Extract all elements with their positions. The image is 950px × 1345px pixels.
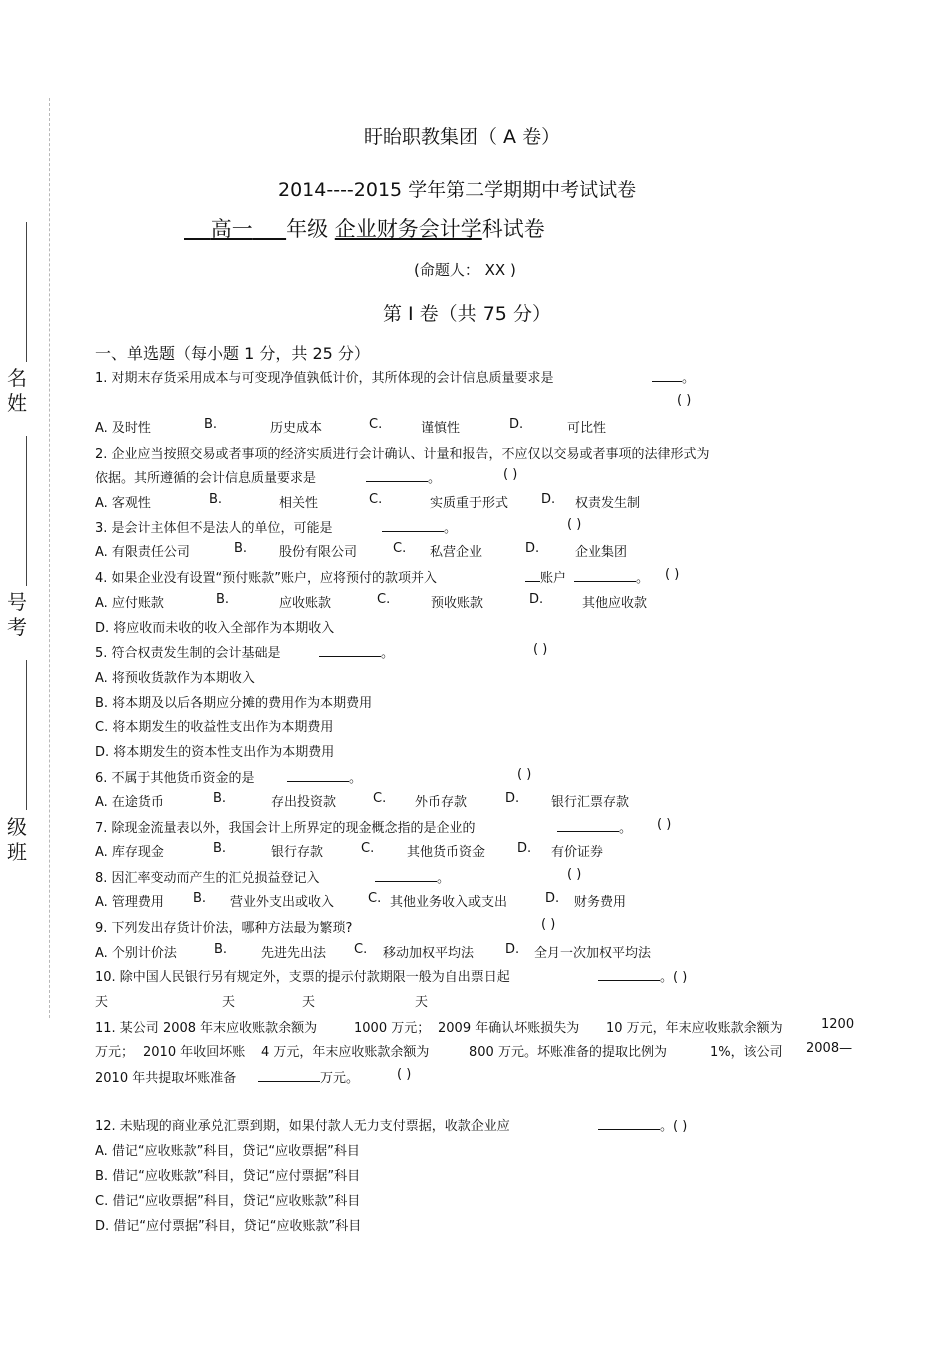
q6-option-a[interactable]: A. 在途货币 [95, 795, 164, 810]
q11-line3-a: 2010 年共提取坏账准备 [95, 1071, 237, 1086]
q11-line2-c: 4 万元，年末应收账款余额为 [261, 1045, 430, 1060]
grade-subject-line [184, 213, 545, 243]
q7-option-b-letter: B. [213, 841, 227, 856]
q1-option-b-letter: B. [204, 417, 218, 432]
q6-option-d[interactable]: 银行汇票存款 [551, 795, 630, 810]
q1-stem: 1. 对期末存货采用成本与可变现净值孰低计价，其所体现的会计信息质量要求是 [95, 371, 554, 386]
q7-option-b[interactable]: 银行存款 [271, 845, 324, 860]
q11-line2-a: 万元； [95, 1045, 135, 1060]
q11-line1-b: 1000 万元； [354, 1021, 431, 1036]
q7-option-c[interactable]: 其他货币资金 [407, 845, 486, 860]
q8-option-d[interactable]: 财务费用 [574, 895, 627, 910]
subject-suffix: 科试卷 [481, 217, 545, 241]
q10-option-a[interactable]: 天 [95, 995, 109, 1010]
q8-option-c[interactable]: 其他业务收入或支出 [390, 895, 508, 910]
q8-option-b[interactable]: 营业外支出或收入 [230, 895, 335, 910]
q9-option-a[interactable]: A. 个别计价法 [95, 946, 177, 961]
q6-stem: 6. 不属于其他货币资金的是 [95, 771, 255, 786]
q3-option-a[interactable]: A. 有限责任公司 [95, 545, 190, 560]
q11-line2-b: 2010 年收回坏账 [143, 1045, 246, 1060]
q9-option-b[interactable]: 先进先出法 [261, 946, 327, 961]
q1-option-d[interactable]: 可比性 [567, 421, 607, 436]
q9-option-d-letter: D. [505, 942, 520, 957]
q4-note: D. 将应收而未收的收入全部作为本期收入 [95, 621, 335, 636]
q8-option-b-letter: B. [193, 891, 207, 906]
q6-option-b-letter: B. [213, 791, 227, 806]
q3-option-d-letter: D. [525, 541, 540, 556]
q7-option-a[interactable]: A. 库存现金 [95, 845, 164, 860]
q1-option-b[interactable]: 历史成本 [270, 421, 323, 436]
q3-option-c[interactable]: 私营企业 [430, 545, 483, 560]
q7-stem: 7. 除现金流量表以外，我国会计上所界定的现金概念指的是企业的 [95, 821, 476, 836]
exam-term-title: 2014----2015 学年第二学期期中考试试卷 [278, 179, 637, 201]
q4-option-c[interactable]: 预收账款 [431, 596, 484, 611]
q4-blank1[interactable]: 账户 [525, 567, 566, 586]
q3-option-b[interactable]: 股份有限公司 [279, 545, 358, 560]
q2-stem-line1: 2. 企业应当按照交易或者事项的经济实质进行会计确认、计量和报告，不应仅以交易或者事项的法律形式为 [95, 447, 710, 462]
q3-option-b-letter: B. [234, 541, 248, 556]
q12-option-a[interactable]: A. 借记“应收账款”科目，贷记“应收票据”科目 [95, 1144, 360, 1159]
q1-paren[interactable]: ( ) [677, 393, 692, 408]
q8-option-a[interactable]: A. 管理费用 [95, 895, 164, 910]
q1-option-a[interactable]: A. 及时性 [95, 421, 151, 436]
q11-line2-e: 1%，该公司 [710, 1045, 783, 1060]
exam-org-title: 盱眙职教集团（ A 卷） [364, 126, 561, 148]
q2-option-d[interactable]: 权责发生制 [575, 496, 641, 511]
q12-option-c[interactable]: C. 借记“应收票据”科目，贷记“应收账款”科目 [95, 1194, 361, 1209]
q5-paren[interactable]: ( ) [533, 642, 548, 657]
q6-option-b[interactable]: 存出投资款 [271, 795, 337, 810]
q2-option-c-letter: C. [369, 492, 383, 507]
q5-option-c[interactable]: C. 将本期发生的收益性支出作为本期费用 [95, 720, 334, 735]
q2-paren[interactable]: ( ) [503, 467, 518, 482]
q5-blank[interactable]: 。 [319, 642, 394, 661]
grade-value: 高一 [210, 217, 253, 241]
q2-option-c[interactable]: 实质重于形式 [430, 496, 509, 511]
q1-option-c-letter: C. [369, 417, 383, 432]
q3-paren[interactable]: ( ) [567, 517, 582, 532]
q11-line1-d: 10 万元，年末应收账款余额为 [606, 1021, 783, 1036]
q2-option-b-letter: B. [209, 492, 223, 507]
q6-option-c[interactable]: 外币存款 [415, 795, 468, 810]
q4-option-b[interactable]: 应收账款 [279, 596, 332, 611]
q2-option-a[interactable]: A. 客观性 [95, 496, 151, 511]
exam-author: (命题人： XX ) [414, 261, 516, 279]
q11-line1-a: 11. 某公司 2008 年末应收账款余额为 [95, 1021, 318, 1036]
q4-stem: 4. 如果企业没有设置“预付账款”账户，应将预付的款项并入 [95, 571, 438, 586]
q8-stem: 8. 因汇率变动而产生的汇兑损益登记入 [95, 871, 320, 886]
q7-paren[interactable]: ( ) [657, 817, 672, 832]
q3-option-d[interactable]: 企业集团 [575, 545, 628, 560]
section-title: 一、单选题（每小题 1 分，共 25 分） [95, 344, 370, 363]
q9-option-b-letter: B. [214, 942, 228, 957]
side-divider [26, 436, 27, 586]
q12-stem: 12. 未贴现的商业承兑汇票到期，如果付款人无力支付票据，收款企业应 [95, 1119, 510, 1134]
q10-option-b[interactable]: 天 [222, 995, 236, 1010]
q7-option-c-letter: C. [361, 841, 375, 856]
q6-blank[interactable]: 。 [287, 767, 362, 786]
q9-option-c[interactable]: 移动加权平均法 [383, 946, 475, 961]
q4-option-d-letter: D. [529, 592, 544, 607]
q4-option-d[interactable]: 其他应收款 [582, 596, 648, 611]
q7-option-d[interactable]: 有价证券 [551, 845, 604, 860]
q10-stem: 10. 除中国人民银行另有规定外，支票的提示付款期限一般为自出票日起 [95, 970, 510, 985]
q4-paren[interactable]: ( ) [665, 567, 680, 582]
q3-option-c-letter: C. [393, 541, 407, 556]
q3-stem: 3. 是会计主体但不是法人的单位，可能是 [95, 521, 333, 536]
q9-option-c-letter: C. [354, 942, 368, 957]
q5-option-b[interactable]: B. 将本期及以后各期应分摊的费用作为本期费用 [95, 696, 373, 711]
q1-option-d-letter: D. [509, 417, 524, 432]
q10-option-c[interactable]: 天 [302, 995, 316, 1010]
side-divider [26, 660, 27, 810]
q11-line2-f: 2008— [806, 1041, 853, 1056]
q8-paren[interactable]: ( ) [567, 867, 582, 882]
q5-option-d[interactable]: D. 将本期发生的资本性支出作为本期费用 [95, 745, 335, 760]
subject-value: 企业财务会计学 [334, 217, 482, 241]
side-divider [26, 222, 27, 362]
q2-option-b[interactable]: 相关性 [279, 496, 319, 511]
q6-paren[interactable]: ( ) [517, 767, 532, 782]
q8-blank[interactable]: 。 [375, 867, 450, 886]
side-label-name: 名 姓 [7, 366, 27, 415]
q9-stem: 9. 下列发出存货计价法，哪种方法最为繁琐? [95, 921, 353, 936]
q12-option-d[interactable]: D. 借记“应付票据”科目，贷记“应收账款”科目 [95, 1219, 362, 1234]
q10-blank[interactable]: 。( ) [598, 966, 687, 985]
q11-line2-d: 800 万元。坏账准备的提取比例为 [469, 1045, 667, 1060]
q7-blank[interactable]: 。 [557, 817, 632, 836]
q4-option-b-letter: B. [216, 592, 230, 607]
q5-option-a[interactable]: A. 将预收货款作为本期收入 [95, 671, 255, 686]
q12-blank[interactable]: 。( ) [598, 1115, 687, 1134]
q12-option-b[interactable]: B. 借记“应收账款”科目，贷记“应付票据”科目 [95, 1169, 361, 1184]
q7-option-d-letter: D. [517, 841, 532, 856]
q4-option-c-letter: C. [377, 592, 391, 607]
q6-option-d-letter: D. [505, 791, 520, 806]
q5-stem: 5. 符合权责发生制的会计基础是 [95, 646, 281, 661]
volume-title: 第 I 卷（共 75 分） [383, 303, 551, 325]
q4-option-a[interactable]: A. 应付账款 [95, 596, 164, 611]
q2-blank[interactable]: 。 [366, 467, 441, 486]
side-label-number: 号 考 [7, 590, 27, 639]
q11-blank[interactable]: 万元。 [258, 1067, 359, 1086]
q3-blank[interactable]: 。 [382, 517, 457, 536]
q2-stem-line2: 依据。其所遵循的会计信息质量要求是 [95, 471, 317, 486]
binding-line [49, 98, 50, 1018]
q9-option-d[interactable]: 全月一次加权平均法 [534, 946, 652, 961]
q9-paren[interactable]: ( ) [541, 917, 556, 932]
q8-option-d-letter: D. [545, 891, 560, 906]
side-label-class: 级 班 [7, 815, 27, 864]
q11-line1-c: 2009 年确认坏账损失为 [438, 1021, 580, 1036]
q8-option-c-letter: C. [368, 891, 382, 906]
q10-option-d[interactable]: 天 [415, 995, 429, 1010]
q11-paren[interactable]: ( ) [397, 1067, 412, 1082]
q11-line1-e: 1200 [821, 1017, 855, 1032]
q1-blank[interactable]: 。 [652, 367, 695, 386]
q4-blank2[interactable]: 。 [574, 567, 649, 586]
q2-option-d-letter: D. [541, 492, 556, 507]
grade-suffix: 年级 [286, 217, 329, 241]
q6-option-c-letter: C. [373, 791, 387, 806]
q1-option-c[interactable]: 谨慎性 [421, 421, 461, 436]
